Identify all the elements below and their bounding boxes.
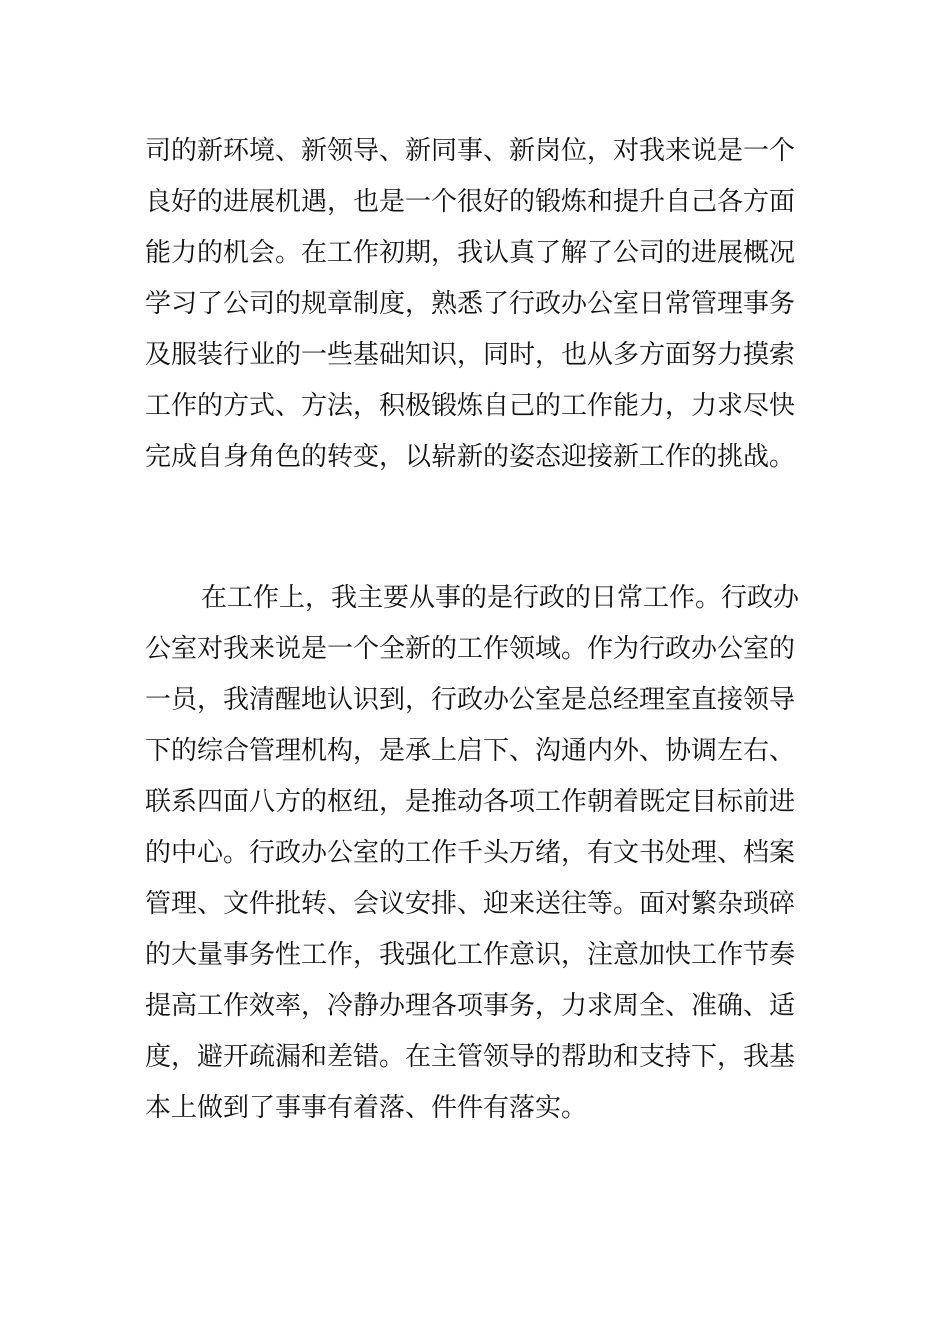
paragraph-2-line-3: 一员，我清醒地认识到，行政办公室是总经理室直接领导 [145,685,796,715]
paragraph-2-line-4: 下的综合管理机构，是承上启下、沟通内外、协调左右、 [145,736,796,766]
paragraph-1-line-4: 学习了公司的规章制度，熟悉了行政办公室日常管理事务 [145,289,796,319]
paragraph-2-line-10: 度，避开疏漏和差错。在主管领导的帮助和支持下，我基 [145,1042,796,1072]
paragraph-2-line-2: 公室对我来说是一个全新的工作领域。作为行政办公室的 [145,634,796,664]
paragraph-2-line-8: 的大量事务性工作，我强化工作意识，注意加快工作节奏 [145,940,796,970]
paragraph-2-line-1: 在工作上，我主要从事的是行政的日常工作。行政办 [201,583,800,613]
paragraph-1-line-3: 能力的机会。在工作初期，我认真了解了公司的进展概况 [145,238,796,268]
paragraph-2-line-9: 提高工作效率，冷静办理各项事务，力求周全、准确、适 [145,991,796,1021]
paragraph-2-line-5: 联系四面八方的枢纽，是推动各项工作朝着既定目标前进 [145,787,796,817]
paragraph-1-line-2: 良好的进展机遇，也是一个很好的锻炼和提升自己各方面 [145,187,796,217]
paragraph-1-line-5: 及服装行业的一些基础知识，同时，也从多方面努力摸索 [145,340,796,370]
paragraph-1-line-1: 司的新环境、新领导、新同事、新岗位，对我来说是一个 [145,136,796,166]
paragraph-2 [145,573,815,1134]
paragraph-2-line-6: 的中心。行政办公室的工作千头万绪，有文书处理、档案 [145,838,796,868]
paragraph-2-line-11: 本上做到了事事有着落、件件有落实。 [145,1093,588,1123]
paragraph-2-line-7: 管理、文件批转、会议安排、迎来送往等。面对繁杂琐碎 [145,889,796,919]
paragraph-1-line-7: 完成自身角色的转变，以崭新的姿态迎接新工作的挑战。 [145,442,796,472]
paragraph-1 [145,126,815,483]
paragraph-1-line-6: 工作的方式、方法，积极锻炼自己的工作能力，力求尽快 [145,391,796,421]
